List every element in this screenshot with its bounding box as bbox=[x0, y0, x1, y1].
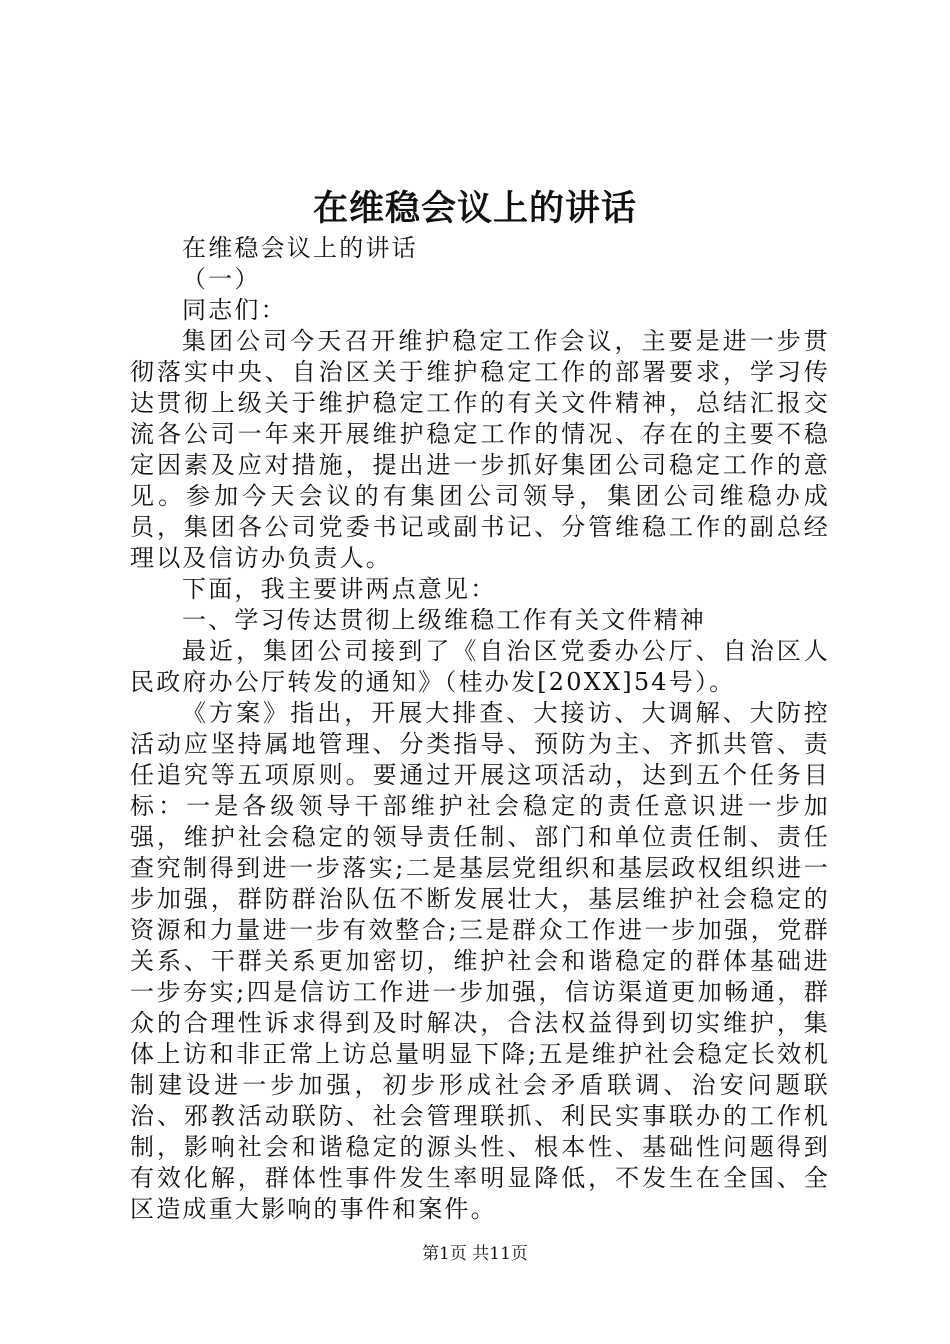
paragraph-intro: 集团公司今天召开维护稳定工作会议，主要是进一步贯彻落实中央、自治区关于维护稳定工作的部署要求，学习传达贯彻上级关于维护稳定工作的有关文件精神，总结汇报交流各公司一年来开展维护稳定工作的情况、存在的主要不稳定因素及应对措施，提出进一步抓好集团公司稳定工作的意见。参加今天会议的有集团公司领导，集团公司维稳办成员，集团各公司党委书记或副书记、分管维稳工作的副总经理以及信访办负责人。 bbox=[130, 327, 830, 572]
paragraph-outline: 下面，我主要讲两点意见： bbox=[182, 575, 497, 603]
paragraph-notice: 最近，集团公司接到了《自治区党委办公厅、自治区人民政府办公厅转发的通知》（桂办发[20XX]54号）。 bbox=[130, 637, 830, 696]
paragraph-plan: 《方案》指出，开展大排查、大接访、大调解、大防控活动应坚持属地管理、分类指导、预防为主、齐抓共管、责任追究等五项原则。要通过开展这项活动，达到五个任务目标：一是各级领导干部维护社会稳定的责任意识进一步加强，维护社会稳定的领导责任制、部门和单位责任制、责任查究制得到进一步落实;二是基层党组织和基层政权组织进一步加强，群防群治队伍不断发展壮大，基层维护社会稳定的资源和力量进一步有效整合;三是群众工作进一步加强，党群关系、干群关系更加密切，维护社会和谐稳定的群体基础进一步夯实;四是信访工作进一步加强，信访渠道更加畅通，群众的合理性诉求得到及时解决，合法权益得到切实维护，集体上访和非正常上访总量明显下降;五是维护社会稳定长效机制建设进一步加强，初步形成社会矛盾联调、治安问题联治、邪教活动联防、社会管理联抓、利民实事联办的工作机制，影响社会和谐稳定的源头性、根本性、基础性问题得到有效化解，群体性事件发生率明显降低，不发生在全国、全区造成重大影响的事件和案件。 bbox=[130, 699, 830, 1223]
document-body bbox=[130, 233, 830, 1225]
page-number: 第1页 共11页 bbox=[422, 1244, 528, 1264]
document-title: 在维稳会议上的讲话 bbox=[312, 188, 637, 229]
section-heading-one: 一、学习传达贯彻上级维稳工作有关文件精神 bbox=[182, 606, 706, 634]
paragraph-salutation: 同志们： bbox=[182, 296, 287, 324]
paragraph-subtitle: 在维稳会议上的讲话 bbox=[182, 234, 418, 262]
paragraph-section-number: （一） bbox=[182, 265, 261, 293]
